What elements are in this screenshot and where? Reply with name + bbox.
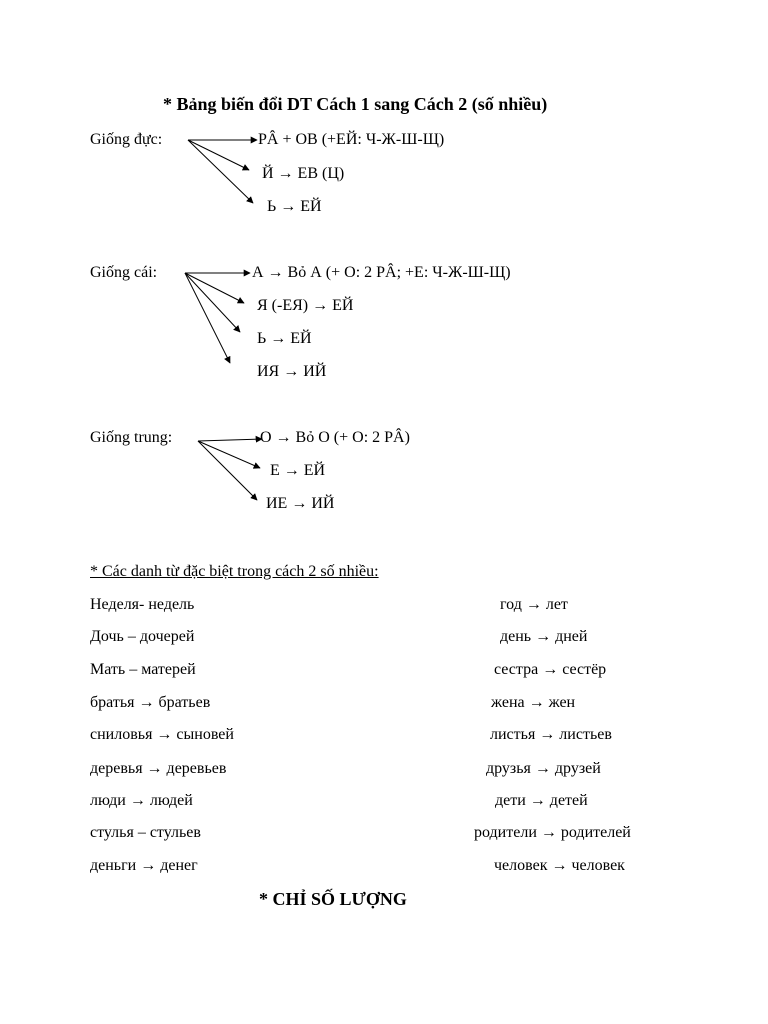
special-right-9: человек → человек [494, 857, 625, 874]
special-left-2: Дочь – дочерей [90, 628, 195, 645]
feminine-arrow-2 [185, 273, 244, 303]
neuter-arrow-1 [198, 439, 262, 441]
feminine-rule-1: А → Bỏ А (+ О: 2 РÂ; +Е: Ч-Ж-Ш-Щ) [252, 264, 511, 281]
masculine-rule-1: РÂ + ОВ (+ЕЙ: Ч-Ж-Ш-Щ) [258, 131, 445, 148]
neuter-rule-2: Е → ЕЙ [270, 462, 326, 479]
special-right-5: листья → листьев [490, 726, 612, 743]
masculine-rule-2: Й → ЕВ (Ц) [262, 165, 345, 182]
special-right-3: сестра → сестёр [494, 661, 607, 678]
feminine-arrow-3 [185, 273, 240, 332]
special-left-6: деревья → деревьев [90, 760, 227, 777]
neuter-rule-3: ИЕ → ИЙ [266, 495, 335, 512]
masculine-rule-3: Ь → ЕЙ [267, 198, 322, 215]
masculine-label: Giống đực: [90, 131, 163, 148]
special-left-5: сниловья → сыновей [90, 726, 234, 743]
special-right-8: родители → родителей [474, 824, 631, 841]
neuter-label: Giống trung: [90, 429, 173, 446]
neuter-arrow-3 [198, 441, 257, 500]
special-right-4: жена → жен [491, 694, 576, 711]
neuter-rule-1: О → Bỏ О (+ О: 2 РÂ) [260, 429, 410, 446]
special-heading: * Các danh từ đặc biệt trong cách 2 số nhiều: [90, 563, 379, 580]
feminine-rule-3: Ь → ЕЙ [257, 330, 312, 347]
feminine-rule-4: ИЯ → ИЙ [257, 363, 327, 380]
special-left-8: стулья – стульев [90, 824, 201, 841]
page-title: * Bảng biến đổi DT Cách 1 sang Cách 2 (số nhiều) [163, 94, 548, 114]
masculine-arrow-2 [188, 140, 249, 170]
special-left-3: Мать – матерей [90, 661, 196, 678]
footer-heading: * CHỈ SỐ LƯỢNG [259, 889, 407, 909]
special-left-7: люди → людей [90, 792, 193, 809]
special-left-1: Неделя- недель [90, 596, 195, 613]
masculine-arrow-3 [188, 140, 253, 203]
feminine-arrow-4 [185, 273, 230, 363]
neuter-arrow-2 [198, 441, 260, 468]
special-left-4: братья → братьев [90, 694, 211, 711]
special-right-2: день → дней [500, 628, 588, 645]
special-left-9: деньги → денег [90, 857, 198, 874]
feminine-rule-2: Я (-ЕЯ) → ЕЙ [257, 297, 354, 314]
special-right-1: год → лет [500, 596, 568, 613]
feminine-label: Giống cái: [90, 264, 158, 281]
special-right-7: дети → детей [495, 792, 588, 809]
special-right-6: друзья → друзей [486, 760, 601, 777]
